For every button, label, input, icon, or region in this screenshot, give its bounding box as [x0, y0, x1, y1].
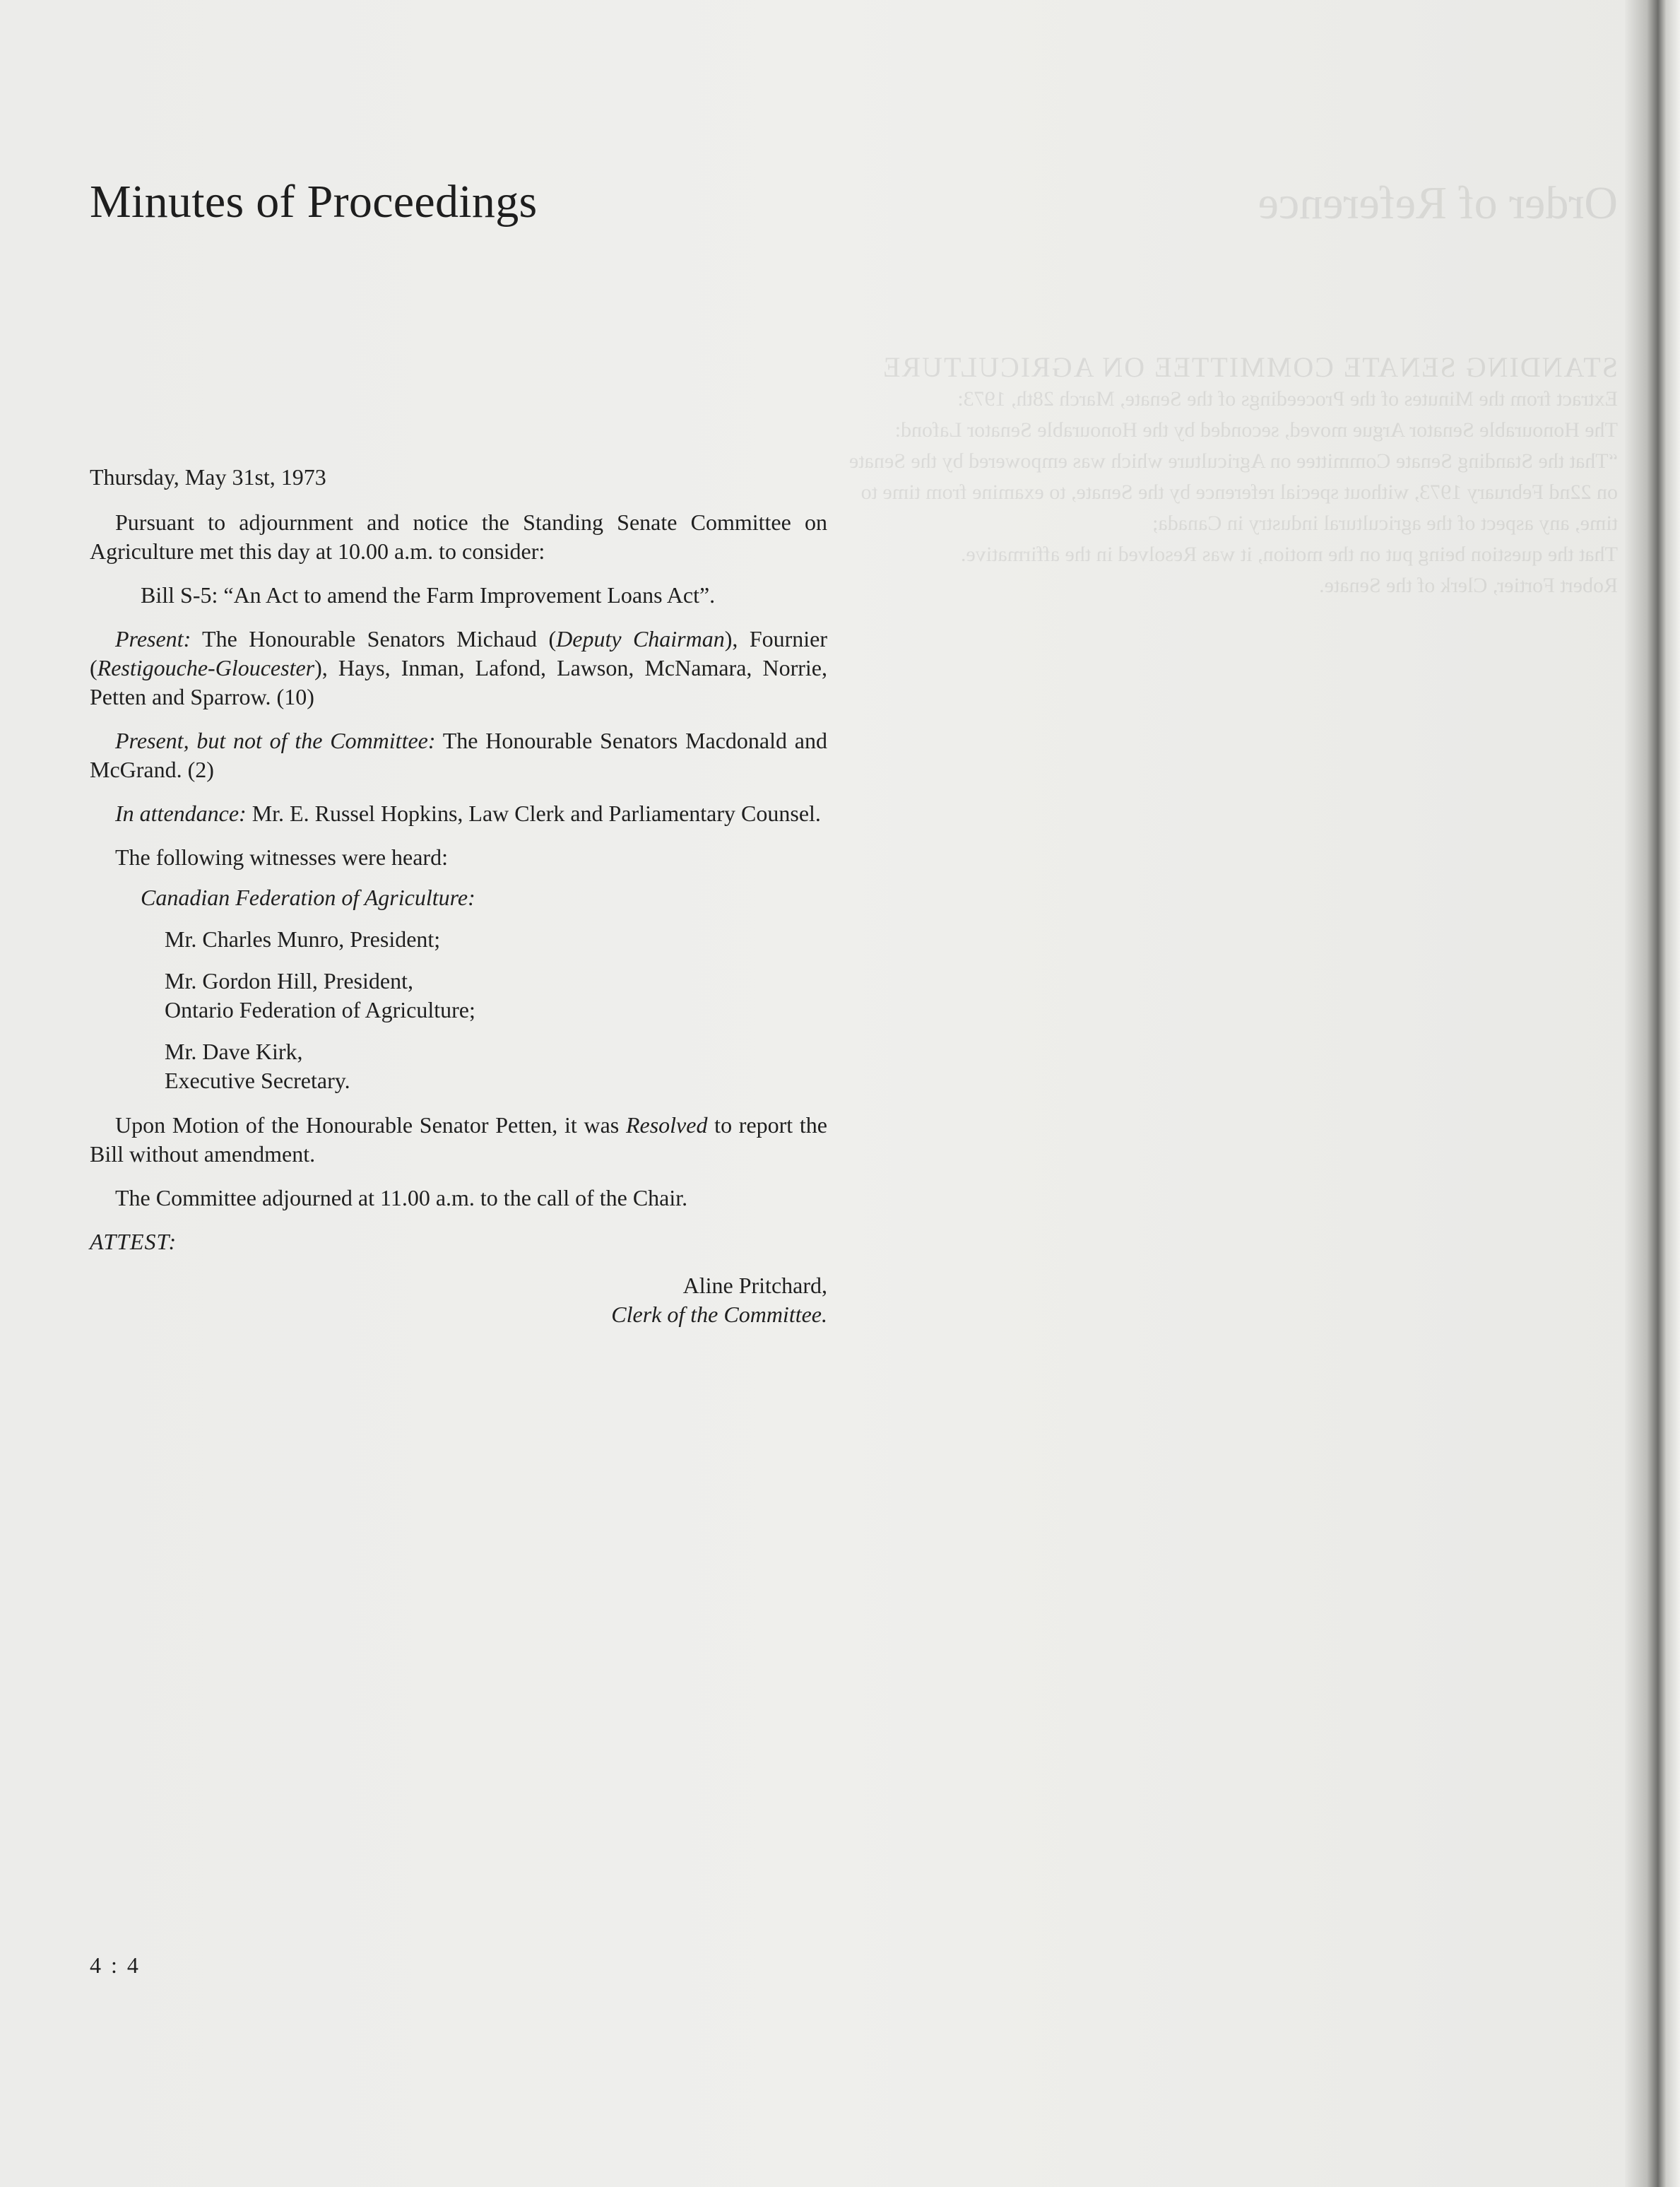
- attest-label: ATTEST:: [90, 1229, 177, 1254]
- present-text-2: ), Fournier (: [90, 626, 828, 680]
- witness-line: Ontario Federation of Agriculture;: [165, 997, 475, 1022]
- signature-role: Clerk of the Committee.: [611, 1302, 827, 1327]
- show-through-title: Order of Reference: [1258, 177, 1618, 229]
- attendance-paragraph: [90, 799, 827, 828]
- motion-text-1: Upon Motion of the Honourable Senator Petten, it was: [115, 1112, 626, 1138]
- present-paragraph: [90, 625, 827, 712]
- witness-line: Mr. Charles Munro, President;: [165, 926, 441, 952]
- show-through-line: That the question being put on the motion, it was Resolved in the affirmative.: [960, 543, 1618, 566]
- witnesses-intro: The following witnesses were heard:: [115, 844, 448, 870]
- witness-entry: [165, 925, 827, 954]
- witness-line: Mr. Dave Kirk,: [165, 1039, 303, 1064]
- page-binding-edge: [1625, 0, 1680, 2187]
- show-through-line: The Honourable Senator Argue moved, seconded by the Honourable Senator Lafond:: [894, 418, 1618, 442]
- bill-reference: Bill S-5: “An Act to amend the Farm Improvement Loans Act”.: [141, 582, 716, 608]
- witness-line: Executive Secretary.: [165, 1068, 350, 1093]
- signature-name: Aline Pritchard,: [682, 1273, 827, 1298]
- witness-entry: [165, 1037, 827, 1095]
- present-text-3: ), Hays, Inman, Lafond, Lawson, McNamara, Norrie, Petten and Sparrow. (10): [90, 655, 827, 709]
- page-title: Minutes of Proceedings: [90, 176, 538, 228]
- signature-block: [90, 1271, 827, 1329]
- attendance-text: Mr. E. Russel Hopkins, Law Clerk and Parliamentary Counsel.: [246, 801, 821, 826]
- show-through-line: Robert Fortier, Clerk of the Senate.: [1319, 574, 1618, 597]
- adjournment-paragraph: The Committee adjourned at 11.00 a.m. to the call of the Chair.: [115, 1185, 688, 1210]
- motion-paragraph: [90, 1111, 827, 1169]
- show-through-line: Extract from the Minutes of the Proceedings of the Senate, March 28th, 1973:: [957, 387, 1618, 411]
- attendance-label: In attendance:: [115, 801, 247, 826]
- show-through-text: [841, 177, 1618, 601]
- witness-organization: Canadian Federation of Agriculture:: [141, 885, 475, 910]
- riding-label: Restigouche-Gloucester: [97, 655, 315, 680]
- meeting-date: Thursday, May 31st, 1973: [90, 464, 326, 490]
- resolved-label: Resolved: [625, 1112, 708, 1138]
- present-not-text: The Honourable Senators Macdonald and McGrand. (2): [90, 728, 827, 782]
- minutes-column: [90, 463, 827, 1329]
- motion-text-2: to report the Bill without amendment.: [90, 1112, 828, 1167]
- page-number: 4 : 4: [90, 1952, 141, 1978]
- present-not-paragraph: [90, 726, 827, 784]
- present-label: Present:: [115, 626, 191, 652]
- show-through-line: “That the Standing Senate Committee on Agriculture which was empowered by the Senate on 22nd February 1973, without special reference by the Senate, to examine from time to time, any aspect of the agricultural industry in Canada;: [848, 449, 1618, 535]
- present-not-label: Present, but not of the Committee:: [115, 728, 436, 753]
- intro-paragraph: Pursuant to adjournment and notice the Standing Senate Committee on Agriculture met this day at 10.00 a.m. to consider:: [90, 509, 827, 564]
- witness-entry: [165, 967, 827, 1025]
- present-text-1: The Honourable Senators Michaud (: [191, 626, 557, 652]
- show-through-heading: STANDING SENATE COMMITTEE ON AGRICULTURE: [882, 351, 1618, 383]
- deputy-chairman-label: Deputy Chairman: [556, 626, 725, 652]
- witness-line: Mr. Gordon Hill, President,: [165, 968, 413, 994]
